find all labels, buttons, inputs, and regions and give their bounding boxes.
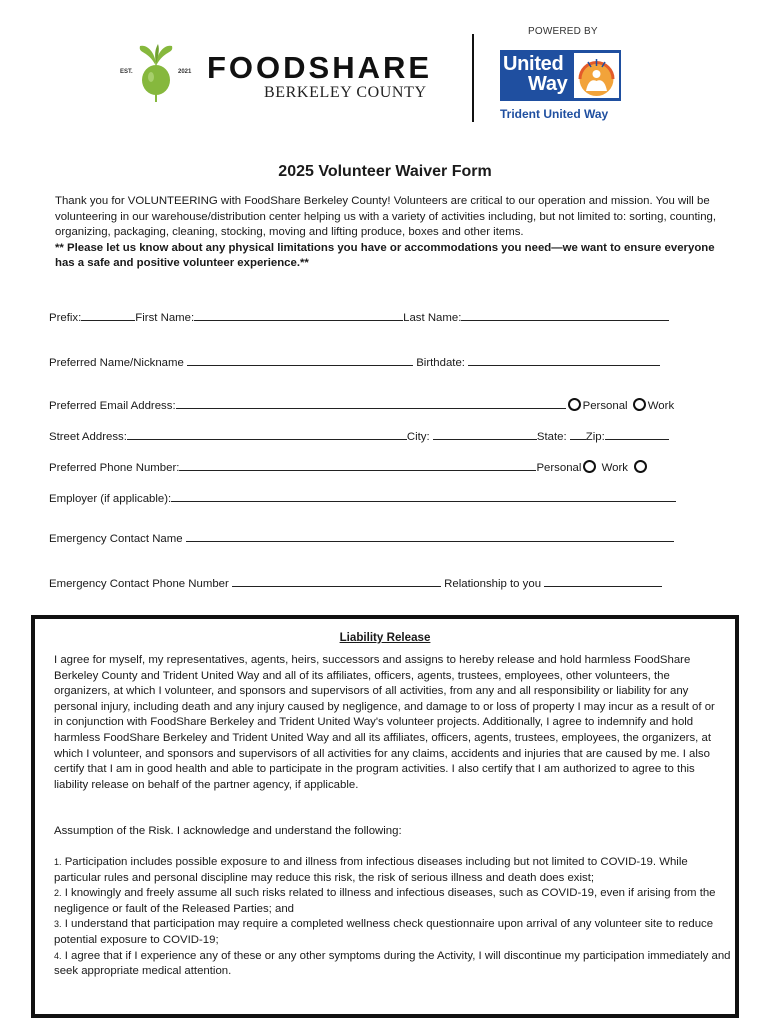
list-item-text: I agree that if I experience any of these or any other symptoms during the Activity, I will discontinue my participation immediately and seek appropriate medical attention. [54,949,731,978]
phone-work-radio[interactable] [634,460,647,473]
email-work-label: Work [647,400,675,412]
est-label: EST. [120,69,133,75]
last-name-label: Last Name: [403,312,462,324]
phone-label: Preferred Phone Number: [49,462,180,474]
state-field[interactable] [570,429,586,440]
intro-bold-note: ** Please let us know about any physical limitations you have or accommodations you need—we want to ensure everyone has a safe and positive volunteer experience.** [55,241,715,270]
emergency-phone-row [49,576,662,590]
last-name-field[interactable] [461,310,669,321]
email-work-radio[interactable] [633,398,646,411]
emergency-phone-field[interactable] [232,576,441,587]
list-item-text: I knowingly and freely assume all such risks related to illness and infectious diseases, such as COVID-19, even if arising from the negligence or fault of the Released Parties; and [54,887,716,915]
emergency-name-label: Emergency Contact Name [49,533,183,545]
phone-field[interactable] [179,460,536,471]
nickname-row [49,355,660,369]
beet-icon [134,44,178,102]
form-title: 2025 Volunteer Waiver Form [278,163,492,180]
state-label: State: [536,431,567,443]
email-label: Preferred Email Address: [49,400,176,412]
city-label: City: [406,431,430,443]
email-field[interactable] [176,398,566,409]
relationship-field[interactable] [544,576,662,587]
est-year: 2021 [178,69,192,75]
liability-release-box [31,615,739,1018]
list-item [54,855,734,886]
list-item-number: 2. [54,888,62,899]
email-row [49,398,674,412]
email-personal-label: Personal [582,400,628,412]
list-item-number: 3. [54,919,62,930]
emergency-name-field[interactable] [186,531,674,542]
risk-list [54,855,734,980]
birthdate-label: Birthdate: [416,357,465,369]
zip-label: Zip: [585,431,605,443]
trident-united-way-caption: Trident United Way [500,107,609,121]
email-personal-radio[interactable] [568,398,581,411]
united-way-emblem-icon [574,53,619,98]
employer-field[interactable] [171,491,676,502]
relationship-label: Relationship to you [444,578,542,590]
address-row [49,429,669,443]
list-item [54,917,734,948]
street-field[interactable] [127,429,407,440]
united-word: United [503,53,564,75]
prefix-field[interactable] [81,310,135,321]
preferred-name-label: Preferred Name/Nickname [49,357,184,369]
powered-by-label: POWERED BY [528,26,598,37]
prefix-label: Prefix: [49,312,82,324]
first-name-label: First Name: [135,312,195,324]
emergency-phone-label: Emergency Contact Phone Number [49,578,229,590]
logo-divider [472,34,474,122]
zip-field[interactable] [605,429,669,440]
phone-work-label: Work [601,462,628,474]
list-item [54,949,734,980]
liability-release-title: Liability Release [339,631,431,644]
list-item [54,886,734,917]
first-name-field[interactable] [194,310,403,321]
brand-title: FOODSHARE [207,50,433,85]
street-label: Street Address: [49,431,127,443]
list-item-number: 1. [54,857,62,867]
employer-row [49,491,676,505]
emergency-name-row [49,531,674,545]
way-word: Way [528,73,568,95]
united-way-logo [500,50,621,101]
liability-release-body: I agree for myself, my representatives, agents, heirs, successors and assigns to hereby release and hold harmless FoodShare Berkeley County and Trident United Way and all of its affiliates, officers, agents, trustees, employees, other volunteers, the organizers, at which I volunteer, and sponsors and supervisors of all activities, from any and all responsibility or liability for any personal injury, including death and any injury caused by negligence, and damage to or loss of property I may incur as a result of or in conjunction with FoodShare Berkeley and Trident United Way's volunteer projects. Additionally, I agree to indemnify and hold harmless FoodShare Berkeley and Trident United Way and all its affiliates, officers, agents, trustees, employees, the organizers, at which I volunteer, and sponsors and supervisors of all activities for any claims, accidents and injuries that are caused by me. I also certify that I am in good health and able to participate in the program activities. I also certify that I am authorized to agree to this liability release on behalf of the partner agency, if applicable. [54,654,715,791]
assumption-of-risk: Assumption of the Risk. I acknowledge and understand the following: [54,825,402,837]
phone-row [49,460,649,474]
brand-subtitle: BERKELEY COUNTY [264,84,427,101]
list-item-text: I understand that participation may require a completed wellness check questionnaire upon arrival of any volunteer site to reduce potential exposure to COVID-19; [54,918,714,946]
employer-label: Employer (if applicable): [49,493,172,505]
phone-personal-label: Personal [536,462,582,474]
birthdate-field[interactable] [468,355,660,366]
foodshare-logo [118,44,198,104]
phone-personal-radio[interactable] [583,460,596,473]
intro-text: Thank you for VOLUNTEERING with FoodShare Berkeley County! Volunteers are critical to our operation and mission. You will be volunteering in our warehouse/distribution center helping us with a variety of activities including, but not limited to: sorting, counting, organizing, packaging, cleaning, stocking, moving and lifting produce, boxes and other items. [55,195,717,239]
list-item-number: 4. [54,950,62,961]
list-item-text: Participation includes possible exposure to and illness from infectious diseases including but not limited to COVID-19. While particular rules and personal discipline may reduce this risk, the risk of serious illness and death does exist; [54,856,688,884]
intro-paragraph [55,194,725,272]
city-field[interactable] [433,429,537,440]
preferred-name-field[interactable] [187,355,413,366]
name-row [49,310,669,324]
